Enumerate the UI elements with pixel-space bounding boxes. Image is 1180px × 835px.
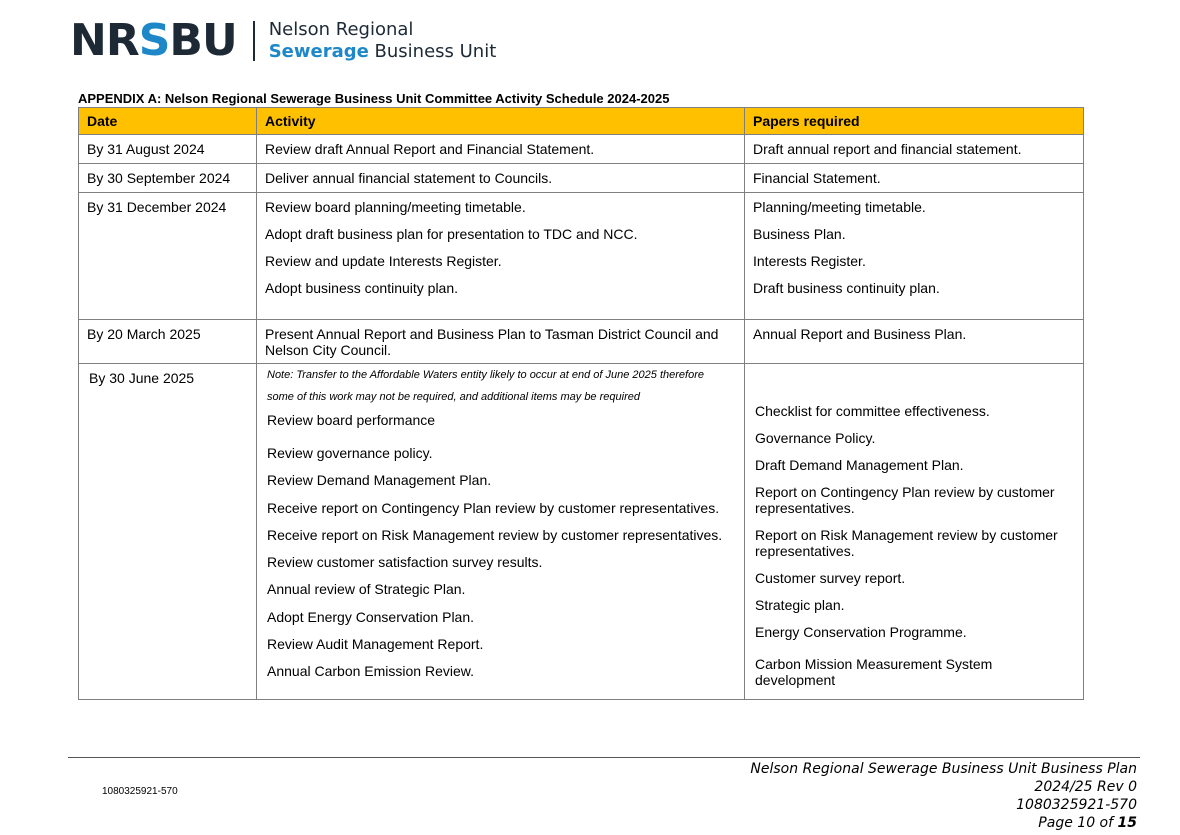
date-text: By 31 December 2024 xyxy=(87,199,227,215)
activity-schedule-table xyxy=(78,107,1084,700)
logo-line1: Nelson Regional xyxy=(268,19,414,40)
table-header-row xyxy=(79,108,1084,135)
logo-text xyxy=(269,19,497,63)
papers-item: Interests Register. xyxy=(753,253,866,269)
date-cell xyxy=(79,320,257,364)
activity-item: Receive report on Risk Management review by customer representatives. xyxy=(267,526,723,543)
papers-item: Carbon Mission Measurement System development xyxy=(755,656,993,688)
footer-info xyxy=(750,760,1137,832)
page-current: 10 xyxy=(1077,815,1096,831)
table-row xyxy=(79,193,1084,320)
activity-item: Review board planning/meeting timetable. xyxy=(265,199,526,215)
papers-item: Draft annual report and financial statement. xyxy=(753,141,1022,157)
appendix-title: APPENDIX A: Nelson Regional Sewerage Business Unit Committee Activity Schedule 2024-2025 xyxy=(78,91,670,106)
papers-cell xyxy=(745,320,1084,364)
nrsbu-logo xyxy=(70,15,497,66)
footer-doc-id-right: 1080325921-570 xyxy=(1016,797,1137,813)
papers-item: Governance Policy. xyxy=(755,430,876,446)
table-row xyxy=(79,135,1084,164)
activity-item: Adopt business continuity plan. xyxy=(265,280,459,296)
activity-item: Annual review of Strategic Plan. xyxy=(267,581,466,598)
papers-cell xyxy=(745,164,1084,193)
date-cell xyxy=(79,193,257,320)
logo-mark-nr: NR xyxy=(70,15,139,66)
activity-cell xyxy=(257,164,745,193)
activity-item: Adopt draft business plan for presentation to TDC and NCC. xyxy=(265,226,638,242)
papers-item: Draft business continuity plan. xyxy=(753,280,940,296)
logo-mark-s: S xyxy=(138,15,170,66)
date-cell xyxy=(79,164,257,193)
footer-title: Nelson Regional Sewerage Business Unit Business Plan xyxy=(750,761,1137,777)
activity-item: Review governance policy. xyxy=(267,445,433,461)
papers-item: Planning/meeting timetable. xyxy=(753,199,926,215)
activity-item: Review customer satisfaction survey results. xyxy=(267,554,543,571)
footer-page-number xyxy=(750,814,1137,832)
papers-item: Annual Report and Business Plan. xyxy=(753,326,967,342)
activity-cell xyxy=(257,193,745,320)
date-cell xyxy=(79,364,257,700)
header-papers: Papers required xyxy=(745,108,1084,135)
logo-mark xyxy=(70,15,237,66)
papers-item: Report on Contingency Plan review by customer representatives. xyxy=(755,484,1055,516)
activity-item: Adopt Energy Conservation Plan. xyxy=(267,608,475,625)
date-text: By 31 August 2024 xyxy=(87,141,205,157)
date-cell xyxy=(79,135,257,164)
papers-item: Checklist for committee effectiveness. xyxy=(755,403,990,419)
papers-cell xyxy=(745,135,1084,164)
logo-line2-rest: Business Unit xyxy=(368,41,497,62)
transfer-note-line2: some of this work may not be required, and additional items may be required xyxy=(267,391,640,403)
date-text: By 30 June 2025 xyxy=(89,370,195,386)
papers-item: Report on Risk Management review by customer representatives. xyxy=(755,527,1058,559)
table-row xyxy=(79,364,1084,700)
papers-cell xyxy=(745,193,1084,320)
header-activity: Activity xyxy=(257,108,745,135)
activity-cell xyxy=(257,320,745,364)
papers-item: Energy Conservation Programme. xyxy=(755,624,967,640)
page-total: 15 xyxy=(1117,815,1137,831)
activity-item: Review and update Interests Register. xyxy=(265,253,502,269)
activity-item: Review draft Annual Report and Financial Statement. xyxy=(265,141,595,157)
papers-item: Business Plan. xyxy=(753,226,846,242)
activity-item: Review board performance xyxy=(267,412,436,428)
activity-item: Present Annual Report and Business Plan to Tasman District Council and Nelson City Council. xyxy=(265,326,719,358)
papers-item: Financial Statement. xyxy=(753,170,881,186)
page-prefix: Page xyxy=(1038,815,1078,831)
activity-item: Review Demand Management Plan. xyxy=(267,472,492,489)
footer-rule xyxy=(68,757,1140,758)
papers-item: Customer survey report. xyxy=(755,570,906,586)
activity-item: Deliver annual financial statement to Councils. xyxy=(265,170,553,186)
papers-item: Strategic plan. xyxy=(755,597,845,613)
table-row xyxy=(79,320,1084,364)
footer-revision: 2024/25 Rev 0 xyxy=(1034,779,1137,795)
page-of: of xyxy=(1095,815,1118,831)
papers-cell xyxy=(745,364,1084,700)
papers-item: Draft Demand Management Plan. xyxy=(755,457,964,473)
activity-cell xyxy=(257,364,745,700)
logo-line2-bold: Sewerage xyxy=(268,41,369,62)
date-text: By 30 September 2024 xyxy=(87,170,231,186)
transfer-note-line1: Note: Transfer to the Affordable Waters entity likely to occur at end of June 2025 therefore xyxy=(267,369,704,381)
logo-mark-bu: BU xyxy=(169,15,237,66)
activity-item: Receive report on Contingency Plan review by customer representatives. xyxy=(267,499,720,516)
table-row xyxy=(79,164,1084,193)
header-date: Date xyxy=(79,108,257,135)
activity-item: Annual Carbon Emission Review. xyxy=(267,663,474,680)
logo-separator xyxy=(253,21,255,61)
activity-item: Review Audit Management Report. xyxy=(267,636,484,653)
footer-doc-id: 1080325921-570 xyxy=(102,786,178,797)
activity-cell xyxy=(257,135,745,164)
date-text: By 20 March 2025 xyxy=(87,326,201,342)
